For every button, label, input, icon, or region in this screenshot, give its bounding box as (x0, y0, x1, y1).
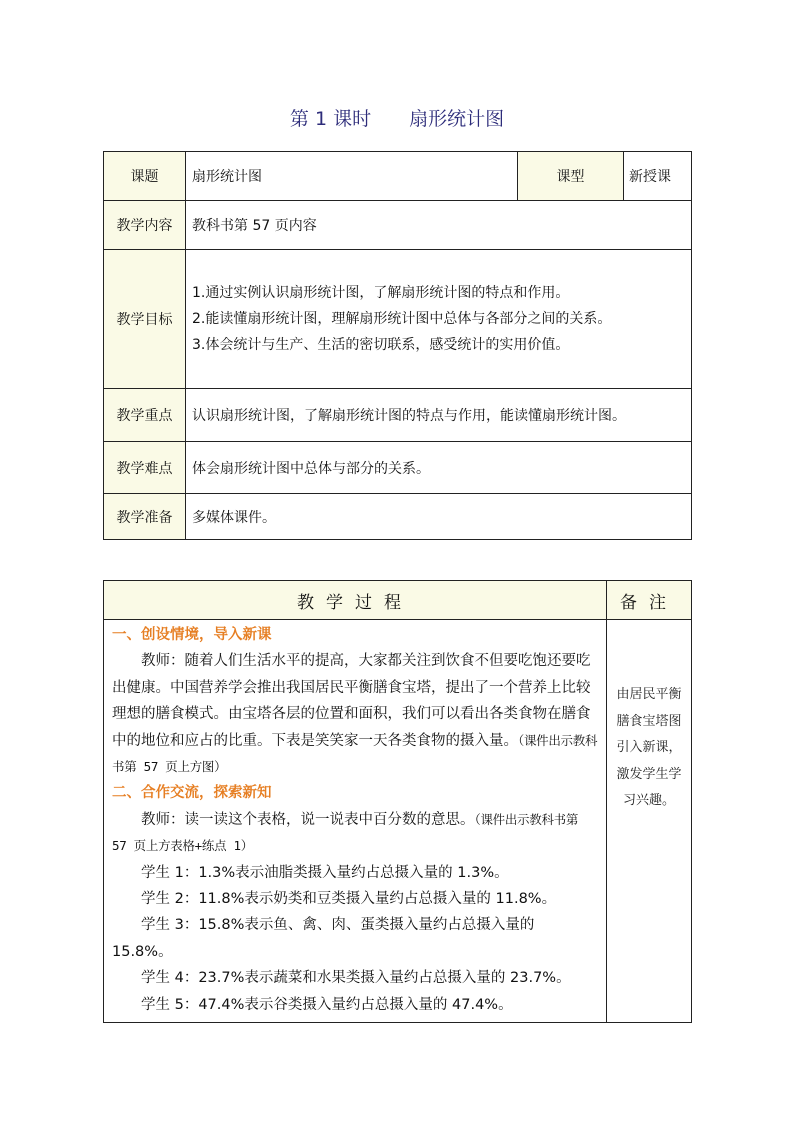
topic-value: 扇形统计图 (186, 152, 518, 201)
section-1-paragraph (112, 648, 598, 780)
section-2-text: 教师：读一读这个表格，说一说表中百分数的意思。 (141, 811, 475, 828)
teaching-process-table (103, 580, 692, 1023)
process-header-row (104, 581, 692, 620)
prep-row (104, 494, 692, 540)
process-header: 教学过程 (104, 581, 607, 620)
topic-label: 课题 (104, 152, 186, 201)
content-value: 教科书第 57 页内容 (186, 201, 692, 250)
student-answer: 学生 2：11.8%表示奶类和豆类摄入量约占总摄入量的 11.8%。 (141, 891, 557, 908)
section-1-citation: （课件出示教科书第 57 页上方图） (112, 732, 598, 775)
type-value: 新授课 (624, 152, 692, 201)
process-content (104, 620, 607, 1023)
difficulty-label: 教学难点 (104, 442, 186, 494)
topic-row (104, 152, 692, 201)
page-title (0, 104, 794, 134)
student-answer: 学生 1：1.3%表示油脂类摄入量约占总摄入量的 1.3%。 (141, 864, 509, 881)
section-2-citation: （课件出示教科书第 57 页上方表格+练点 1） (112, 811, 579, 854)
content-label: 教学内容 (104, 201, 186, 250)
process-note: 由居民平衡膳食宝塔图引入新课，激发学生学习兴趣。 (607, 620, 692, 1023)
section-1-text: 教师：随着人们生活水平的提高，大家都关注到饮食不但要吃饱还要吃出健康。中国营养学会推出我国居民平衡膳食宝塔，提出了一个营养上比较理想的膳食模式。由宝塔各层的位置和面积，我们可以看出各类食物在膳食中的地位和应占的比重。下表是笑笑家一天各类食物的摄入量。 (112, 653, 591, 749)
difficulty-row (104, 442, 692, 494)
lesson-info-table (103, 151, 692, 540)
section-2-paragraph (112, 807, 598, 860)
goal-item: 2.能读懂扇形统计图，理解扇形统计图中总体与各部分之间的关系。 (192, 311, 612, 327)
key-label: 教学重点 (104, 389, 186, 442)
content-row (104, 201, 692, 250)
key-row (104, 389, 692, 442)
section-2-title: 二、合作交流，探索新知 (112, 785, 272, 802)
goal-item: 1.通过实例认识扇形统计图，了解扇形统计图的特点和作用。 (192, 285, 570, 301)
type-label: 课型 (518, 152, 624, 201)
key-value: 认识扇形统计图，了解扇形统计图的特点与作用，能读懂扇形统计图。 (186, 389, 692, 442)
goals-list (186, 250, 692, 389)
notes-header: 备注 (607, 581, 692, 620)
goals-row (104, 250, 692, 389)
lesson-topic: 扇形统计图 (409, 108, 505, 130)
difficulty-value: 体会扇形统计图中总体与部分的关系。 (186, 442, 692, 494)
student-answer: 学生 4：23.7%表示蔬菜和水果类摄入量约占总摄入量的 23.7%。 (141, 970, 571, 987)
prep-label: 教学准备 (104, 494, 186, 540)
prep-value: 多媒体课件。 (186, 494, 692, 540)
goals-label: 教学目标 (104, 250, 186, 389)
student-answer: 学生 3：15.8%表示鱼、禽、肉、蛋类摄入量约占总摄入量的 15.8%。 (112, 917, 535, 960)
process-body-row (104, 620, 692, 1023)
goal-item: 3.体会统计与生产、生活的密切联系，感受统计的实用价值。 (192, 337, 570, 353)
section-1-title: 一、创设情境，导入新课 (112, 627, 272, 643)
student-answer: 学生 5：47.4%表示谷类摄入量约占总摄入量的 47.4%。 (141, 996, 513, 1013)
lesson-number: 第 1 课时 (289, 108, 372, 130)
